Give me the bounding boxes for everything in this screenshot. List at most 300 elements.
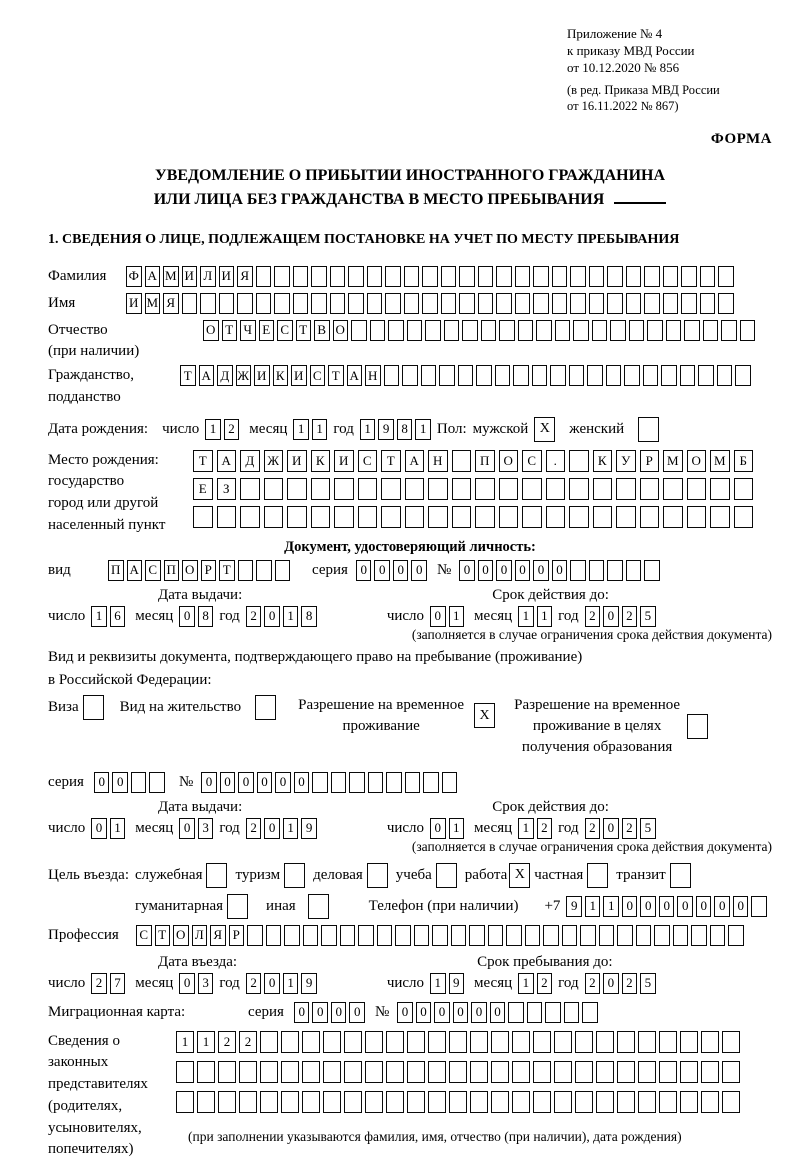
char-cell[interactable]	[555, 320, 571, 341]
char-cell[interactable]: 2	[622, 606, 638, 627]
char-cell[interactable]	[596, 1091, 614, 1113]
char-cell[interactable]: Д	[217, 365, 233, 386]
char-cell[interactable]	[728, 925, 744, 946]
char-cell[interactable]	[407, 1031, 425, 1053]
char-cell[interactable]	[663, 293, 679, 314]
char-cell[interactable]: 2	[218, 1031, 236, 1053]
char-cell[interactable]	[323, 1061, 341, 1083]
char-cell[interactable]	[533, 266, 549, 287]
char-cell[interactable]	[624, 365, 640, 386]
char-cell[interactable]	[508, 1002, 524, 1023]
char-cell[interactable]: Т	[180, 365, 196, 386]
char-cell[interactable]: 5	[640, 818, 656, 839]
char-cell[interactable]	[710, 478, 730, 500]
char-cell[interactable]	[281, 1061, 299, 1083]
char-cell[interactable]	[358, 506, 378, 528]
char-cell[interactable]	[384, 365, 400, 386]
char-cell[interactable]	[260, 1091, 278, 1113]
char-cell[interactable]	[237, 293, 253, 314]
char-cell[interactable]	[441, 266, 457, 287]
char-cell[interactable]	[421, 365, 437, 386]
char-cell[interactable]	[331, 772, 347, 793]
char-cell[interactable]	[506, 925, 522, 946]
purpose-business-checkbox[interactable]	[367, 863, 388, 888]
char-cell[interactable]	[281, 1091, 299, 1113]
char-cell[interactable]: 2	[246, 818, 262, 839]
purpose-other-checkbox[interactable]	[308, 894, 329, 919]
char-cell[interactable]	[636, 925, 652, 946]
char-cell[interactable]: 1	[518, 818, 534, 839]
char-cell[interactable]: 1	[518, 606, 534, 627]
char-cell[interactable]	[311, 478, 331, 500]
char-cell[interactable]	[638, 1061, 656, 1083]
char-cell[interactable]	[680, 1091, 698, 1113]
char-cell[interactable]	[573, 320, 589, 341]
char-cell[interactable]	[260, 1031, 278, 1053]
char-cell[interactable]: 0	[434, 1002, 450, 1023]
char-cell[interactable]	[274, 266, 290, 287]
char-cell[interactable]	[734, 506, 754, 528]
char-cell[interactable]: 1	[283, 818, 299, 839]
char-cell[interactable]	[218, 1061, 236, 1083]
char-cell[interactable]	[407, 1061, 425, 1083]
char-cell[interactable]	[425, 320, 441, 341]
char-cell[interactable]: 0	[659, 896, 675, 917]
char-cell[interactable]	[569, 365, 585, 386]
char-cell[interactable]: С	[310, 365, 326, 386]
char-cell[interactable]	[740, 320, 756, 341]
char-cell[interactable]	[287, 506, 307, 528]
char-cell[interactable]: 0	[294, 1002, 310, 1023]
char-cell[interactable]	[176, 1091, 194, 1113]
char-cell[interactable]	[428, 1091, 446, 1113]
char-cell[interactable]	[302, 1031, 320, 1053]
char-cell[interactable]: 1	[293, 419, 309, 440]
char-cell[interactable]: 1	[518, 973, 534, 994]
char-cell[interactable]: 0	[416, 1002, 432, 1023]
char-cell[interactable]: 0	[490, 1002, 506, 1023]
char-cell[interactable]	[580, 925, 596, 946]
sex-female-checkbox[interactable]	[638, 417, 659, 442]
char-cell[interactable]	[640, 478, 660, 500]
char-cell[interactable]	[442, 772, 458, 793]
char-cell[interactable]: М	[710, 450, 730, 472]
char-cell[interactable]	[569, 478, 589, 500]
char-cell[interactable]: Р	[201, 560, 217, 581]
char-cell[interactable]	[515, 293, 531, 314]
char-cell[interactable]	[496, 293, 512, 314]
char-cell[interactable]: 8	[397, 419, 413, 440]
char-cell[interactable]: О	[333, 320, 349, 341]
char-cell[interactable]: К	[311, 450, 331, 472]
char-cell[interactable]	[629, 320, 645, 341]
char-cell[interactable]	[666, 320, 682, 341]
char-cell[interactable]	[256, 293, 272, 314]
char-cell[interactable]	[550, 365, 566, 386]
char-cell[interactable]: 2	[246, 606, 262, 627]
char-cell[interactable]	[513, 365, 529, 386]
char-cell[interactable]	[717, 365, 733, 386]
char-cell[interactable]: И	[291, 365, 307, 386]
char-cell[interactable]	[386, 772, 402, 793]
char-cell[interactable]: 0	[714, 896, 730, 917]
char-cell[interactable]	[334, 506, 354, 528]
char-cell[interactable]	[575, 1061, 593, 1083]
char-cell[interactable]	[659, 1031, 677, 1053]
char-cell[interactable]: Л	[192, 925, 208, 946]
char-cell[interactable]	[647, 320, 663, 341]
char-cell[interactable]	[303, 925, 319, 946]
char-cell[interactable]: 0	[179, 606, 195, 627]
char-cell[interactable]	[644, 293, 660, 314]
char-cell[interactable]	[312, 772, 328, 793]
purpose-private-checkbox[interactable]	[587, 863, 608, 888]
char-cell[interactable]: 1	[415, 419, 431, 440]
char-cell[interactable]: Е	[193, 478, 213, 500]
char-cell[interactable]	[589, 266, 605, 287]
char-cell[interactable]	[365, 1031, 383, 1053]
char-cell[interactable]: С	[358, 450, 378, 472]
char-cell[interactable]	[569, 450, 589, 472]
option-temp-residence-education-checkbox[interactable]	[687, 714, 708, 739]
sex-male-checkbox[interactable]: X	[534, 417, 555, 442]
char-cell[interactable]: 2	[622, 818, 638, 839]
char-cell[interactable]	[476, 365, 492, 386]
char-cell[interactable]	[470, 1091, 488, 1113]
char-cell[interactable]	[367, 293, 383, 314]
char-cell[interactable]: 0	[179, 973, 195, 994]
char-cell[interactable]	[381, 506, 401, 528]
char-cell[interactable]: 0	[393, 560, 409, 581]
char-cell[interactable]	[274, 293, 290, 314]
char-cell[interactable]: 0	[478, 560, 494, 581]
char-cell[interactable]: 0	[94, 772, 110, 793]
char-cell[interactable]: 2	[224, 419, 240, 440]
char-cell[interactable]	[344, 1031, 362, 1053]
char-cell[interactable]	[734, 478, 754, 500]
char-cell[interactable]	[197, 1091, 215, 1113]
char-cell[interactable]: 0	[603, 818, 619, 839]
char-cell[interactable]	[610, 320, 626, 341]
char-cell[interactable]	[197, 1061, 215, 1083]
char-cell[interactable]	[680, 1031, 698, 1053]
char-cell[interactable]	[334, 478, 354, 500]
char-cell[interactable]	[722, 1061, 740, 1083]
char-cell[interactable]	[606, 365, 622, 386]
char-cell[interactable]	[593, 478, 613, 500]
char-cell[interactable]	[405, 478, 425, 500]
char-cell[interactable]	[617, 925, 633, 946]
char-cell[interactable]	[533, 293, 549, 314]
char-cell[interactable]	[638, 1091, 656, 1113]
char-cell[interactable]	[481, 320, 497, 341]
char-cell[interactable]	[219, 293, 235, 314]
char-cell[interactable]	[441, 293, 457, 314]
char-cell[interactable]	[377, 925, 393, 946]
char-cell[interactable]	[348, 293, 364, 314]
char-cell[interactable]	[452, 478, 472, 500]
char-cell[interactable]	[293, 266, 309, 287]
char-cell[interactable]	[459, 266, 475, 287]
char-cell[interactable]	[256, 266, 272, 287]
char-cell[interactable]	[570, 560, 586, 581]
char-cell[interactable]	[703, 320, 719, 341]
char-cell[interactable]	[626, 560, 642, 581]
char-cell[interactable]	[240, 478, 260, 500]
char-cell[interactable]	[402, 365, 418, 386]
char-cell[interactable]	[385, 293, 401, 314]
char-cell[interactable]	[264, 506, 284, 528]
char-cell[interactable]: П	[164, 560, 180, 581]
char-cell[interactable]: О	[499, 450, 519, 472]
char-cell[interactable]: 0	[397, 1002, 413, 1023]
char-cell[interactable]	[311, 506, 331, 528]
char-cell[interactable]	[323, 1031, 341, 1053]
char-cell[interactable]	[654, 925, 670, 946]
char-cell[interactable]	[525, 925, 541, 946]
char-cell[interactable]	[499, 478, 519, 500]
char-cell[interactable]	[452, 506, 472, 528]
char-cell[interactable]	[217, 506, 237, 528]
char-cell[interactable]: О	[173, 925, 189, 946]
char-cell[interactable]: 0	[533, 560, 549, 581]
char-cell[interactable]	[358, 478, 378, 500]
char-cell[interactable]: К	[593, 450, 613, 472]
char-cell[interactable]	[240, 506, 260, 528]
char-cell[interactable]: 0	[201, 772, 217, 793]
char-cell[interactable]: 5	[640, 973, 656, 994]
purpose-tourism-checkbox[interactable]	[284, 863, 305, 888]
char-cell[interactable]	[284, 925, 300, 946]
char-cell[interactable]: Н	[428, 450, 448, 472]
char-cell[interactable]: О	[687, 450, 707, 472]
char-cell[interactable]: О	[203, 320, 219, 341]
char-cell[interactable]: З	[217, 478, 237, 500]
char-cell[interactable]	[293, 293, 309, 314]
char-cell[interactable]: 9	[566, 896, 582, 917]
char-cell[interactable]	[367, 266, 383, 287]
char-cell[interactable]	[687, 506, 707, 528]
char-cell[interactable]	[575, 1031, 593, 1053]
char-cell[interactable]	[638, 1031, 656, 1053]
char-cell[interactable]: А	[199, 365, 215, 386]
char-cell[interactable]: 0	[112, 772, 128, 793]
char-cell[interactable]: Т	[155, 925, 171, 946]
char-cell[interactable]	[478, 293, 494, 314]
char-cell[interactable]	[462, 320, 478, 341]
char-cell[interactable]: 0	[349, 1002, 365, 1023]
char-cell[interactable]: 0	[430, 606, 446, 627]
char-cell[interactable]	[340, 925, 356, 946]
char-cell[interactable]	[512, 1031, 530, 1053]
char-cell[interactable]: А	[405, 450, 425, 472]
char-cell[interactable]: 0	[264, 973, 280, 994]
char-cell[interactable]	[238, 560, 254, 581]
char-cell[interactable]	[718, 293, 734, 314]
char-cell[interactable]	[659, 1091, 677, 1113]
char-cell[interactable]: К	[273, 365, 289, 386]
char-cell[interactable]	[428, 506, 448, 528]
char-cell[interactable]: 0	[696, 896, 712, 917]
char-cell[interactable]	[617, 1031, 635, 1053]
char-cell[interactable]: 1	[312, 419, 328, 440]
char-cell[interactable]: 0	[552, 560, 568, 581]
char-cell[interactable]	[275, 560, 291, 581]
char-cell[interactable]: 2	[537, 973, 553, 994]
char-cell[interactable]: 8	[301, 606, 317, 627]
char-cell[interactable]	[546, 478, 566, 500]
char-cell[interactable]	[302, 1061, 320, 1083]
char-cell[interactable]	[491, 1091, 509, 1113]
char-cell[interactable]: Ж	[264, 450, 284, 472]
char-cell[interactable]	[368, 772, 384, 793]
char-cell[interactable]	[680, 365, 696, 386]
char-cell[interactable]: 1	[91, 606, 107, 627]
char-cell[interactable]: М	[145, 293, 161, 314]
char-cell[interactable]: М	[663, 450, 683, 472]
char-cell[interactable]: Т	[219, 560, 235, 581]
char-cell[interactable]	[570, 266, 586, 287]
char-cell[interactable]: Д	[240, 450, 260, 472]
char-cell[interactable]	[459, 293, 475, 314]
char-cell[interactable]: 0	[356, 560, 372, 581]
char-cell[interactable]: 1	[283, 973, 299, 994]
char-cell[interactable]	[663, 266, 679, 287]
purpose-work-checkbox[interactable]: X	[509, 863, 530, 888]
char-cell[interactable]: Е	[259, 320, 275, 341]
char-cell[interactable]	[687, 478, 707, 500]
char-cell[interactable]	[593, 506, 613, 528]
char-cell[interactable]	[311, 293, 327, 314]
char-cell[interactable]	[532, 365, 548, 386]
char-cell[interactable]	[495, 365, 511, 386]
char-cell[interactable]: Т	[381, 450, 401, 472]
char-cell[interactable]	[478, 266, 494, 287]
char-cell[interactable]	[407, 1091, 425, 1113]
char-cell[interactable]	[349, 772, 365, 793]
char-cell[interactable]	[451, 925, 467, 946]
char-cell[interactable]	[701, 1091, 719, 1113]
char-cell[interactable]	[684, 320, 700, 341]
char-cell[interactable]: 0	[496, 560, 512, 581]
char-cell[interactable]	[710, 506, 730, 528]
char-cell[interactable]	[176, 1061, 194, 1083]
char-cell[interactable]	[543, 925, 559, 946]
char-cell[interactable]	[491, 1061, 509, 1083]
char-cell[interactable]	[358, 925, 374, 946]
char-cell[interactable]	[626, 266, 642, 287]
char-cell[interactable]: Т	[296, 320, 312, 341]
char-cell[interactable]	[552, 266, 568, 287]
char-cell[interactable]	[321, 925, 337, 946]
char-cell[interactable]	[718, 266, 734, 287]
char-cell[interactable]: С	[522, 450, 542, 472]
char-cell[interactable]	[405, 772, 421, 793]
char-cell[interactable]: Ф	[126, 266, 142, 287]
char-cell[interactable]	[422, 266, 438, 287]
char-cell[interactable]: 1	[430, 973, 446, 994]
char-cell[interactable]: 0	[603, 973, 619, 994]
char-cell[interactable]	[681, 266, 697, 287]
purpose-study-checkbox[interactable]	[436, 863, 457, 888]
char-cell[interactable]	[722, 1091, 740, 1113]
char-cell[interactable]	[302, 1091, 320, 1113]
char-cell[interactable]	[562, 925, 578, 946]
char-cell[interactable]: О	[182, 560, 198, 581]
char-cell[interactable]: А	[347, 365, 363, 386]
char-cell[interactable]	[522, 478, 542, 500]
option-temp-residence-checkbox[interactable]: X	[474, 703, 495, 728]
char-cell[interactable]	[470, 1031, 488, 1053]
char-cell[interactable]: 0	[515, 560, 531, 581]
char-cell[interactable]	[218, 1091, 236, 1113]
char-cell[interactable]: 9	[301, 818, 317, 839]
char-cell[interactable]	[533, 1031, 551, 1053]
char-cell[interactable]	[475, 506, 495, 528]
char-cell[interactable]	[386, 1061, 404, 1083]
char-cell[interactable]: 0	[331, 1002, 347, 1023]
char-cell[interactable]: Я	[237, 266, 253, 287]
char-cell[interactable]	[554, 1091, 572, 1113]
char-cell[interactable]	[644, 560, 660, 581]
char-cell[interactable]	[512, 1091, 530, 1113]
char-cell[interactable]	[700, 266, 716, 287]
char-cell[interactable]: Ж	[236, 365, 252, 386]
char-cell[interactable]	[488, 925, 504, 946]
char-cell[interactable]: 3	[198, 818, 214, 839]
char-cell[interactable]	[149, 772, 165, 793]
char-cell[interactable]	[475, 478, 495, 500]
char-cell[interactable]: 1	[176, 1031, 194, 1053]
char-cell[interactable]: 0	[374, 560, 390, 581]
char-cell[interactable]	[365, 1061, 383, 1083]
char-cell[interactable]	[607, 560, 623, 581]
option-visa-checkbox[interactable]	[83, 695, 104, 720]
char-cell[interactable]	[469, 925, 485, 946]
char-cell[interactable]	[554, 1061, 572, 1083]
char-cell[interactable]	[449, 1091, 467, 1113]
char-cell[interactable]: 1	[449, 818, 465, 839]
char-cell[interactable]	[701, 1061, 719, 1083]
char-cell[interactable]	[458, 365, 474, 386]
char-cell[interactable]	[449, 1061, 467, 1083]
char-cell[interactable]	[596, 1031, 614, 1053]
char-cell[interactable]	[414, 925, 430, 946]
char-cell[interactable]: 0	[275, 772, 291, 793]
char-cell[interactable]	[626, 293, 642, 314]
char-cell[interactable]: 1	[585, 896, 601, 917]
char-cell[interactable]	[663, 506, 683, 528]
char-cell[interactable]	[131, 772, 147, 793]
char-cell[interactable]	[422, 293, 438, 314]
char-cell[interactable]: М	[163, 266, 179, 287]
char-cell[interactable]	[193, 506, 213, 528]
char-cell[interactable]	[536, 320, 552, 341]
char-cell[interactable]	[266, 925, 282, 946]
char-cell[interactable]	[554, 1031, 572, 1053]
char-cell[interactable]	[370, 320, 386, 341]
char-cell[interactable]	[564, 1002, 580, 1023]
char-cell[interactable]	[395, 925, 411, 946]
char-cell[interactable]	[381, 478, 401, 500]
char-cell[interactable]: П	[475, 450, 495, 472]
char-cell[interactable]: 1	[360, 419, 376, 440]
char-cell[interactable]	[575, 1091, 593, 1113]
char-cell[interactable]	[616, 478, 636, 500]
char-cell[interactable]: А	[145, 266, 161, 287]
char-cell[interactable]	[239, 1091, 257, 1113]
char-cell[interactable]: 2	[239, 1031, 257, 1053]
